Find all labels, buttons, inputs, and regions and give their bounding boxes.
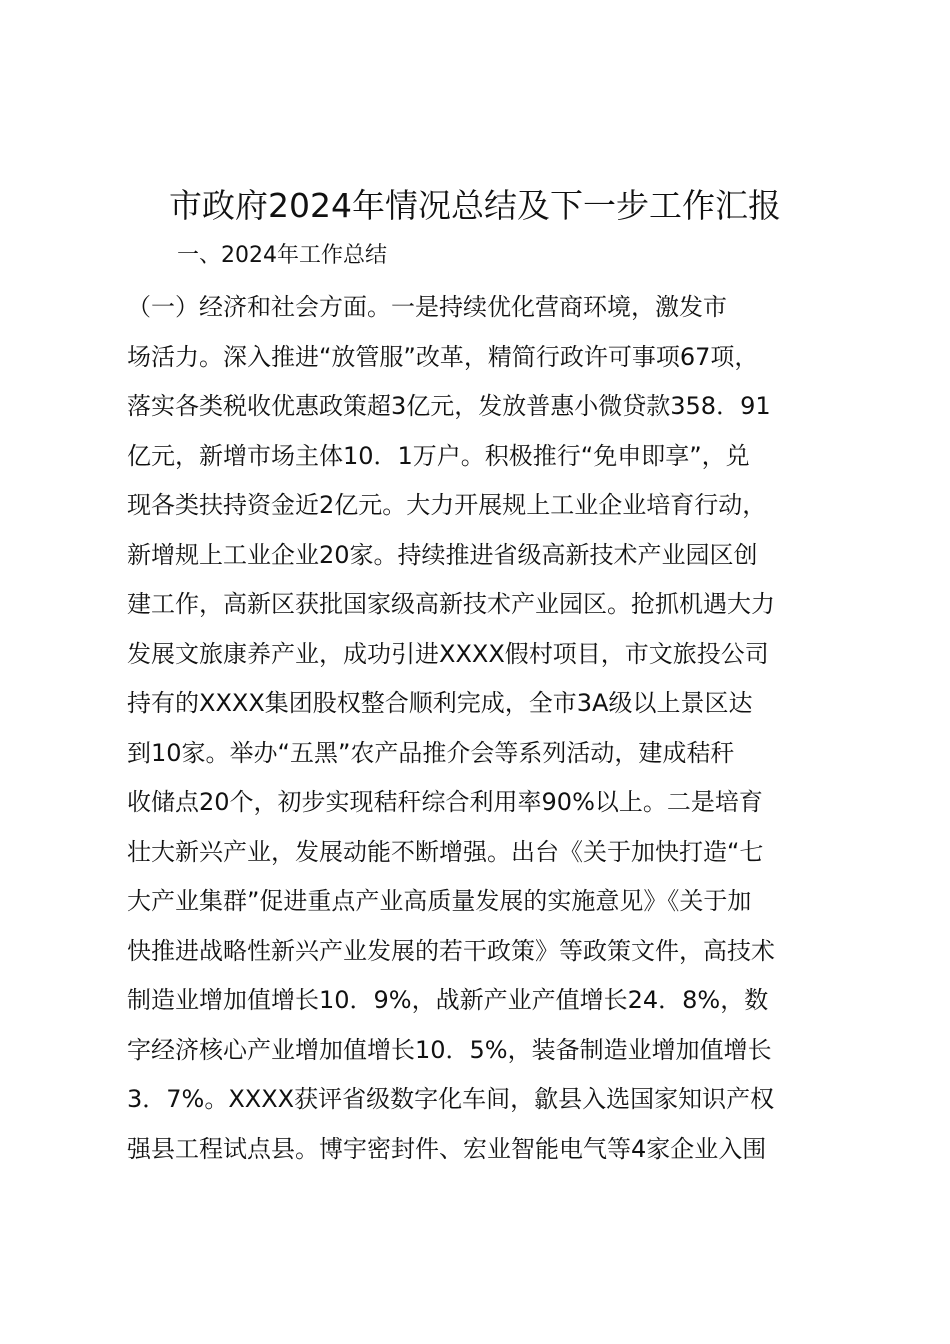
body-line: 持有的XXXX集团股权整合顺利完成，全市3A级以上景区达 (127, 689, 753, 717)
body-line: 亿元，新增市场主体10．1万户。积极推行“免申即享”，兑 (127, 441, 750, 470)
body-line: （一）经济和社会方面。一是持续优化营商环境，激发市 (127, 293, 727, 321)
body-line: 新增规上工业企业20家。持续推进省级高新技术产业园区创 (127, 540, 758, 569)
section-heading: 一、2024年工作总结 (177, 243, 387, 268)
body-line: 字经济核心产业增加值增长10．5%，装备制造业增加值增长 (127, 1035, 772, 1064)
body-line: 收储点20个，初步实现秸秆综合利用率90%以上。二是培育 (127, 788, 763, 816)
body-line: 制造业增加值增长10．9%，战新产业产值增长24．8%，数 (127, 986, 769, 1014)
body-line: 到10家。举办“五黑”农产品推介会等系列活动，建成秸秆 (127, 738, 735, 767)
document-title: 市政府2024年情况总结及下一步工作汇报 (169, 186, 781, 225)
body-line: 3．7%。XXXX获评省级数字化车间，歙县入选国家知识产权 (127, 1085, 775, 1113)
body-text (127, 283, 847, 1174)
body-line: 大产业集群”促进重点产业高质量发展的实施意见》《关于加 (127, 887, 752, 915)
body-line: 壮大新兴产业，发展动能不断增强。出台《关于加快打造“七 (127, 837, 764, 866)
body-line: 落实各类税收优惠政策超3亿元，发放普惠小微贷款358．91 (127, 392, 771, 420)
body-line: 强县工程试点县。博宇密封件、宏业智能电气等4家企业入围 (127, 1134, 767, 1163)
body-line: 快推进战略性新兴产业发展的若干政策》等政策文件，高技术 (127, 936, 775, 965)
body-line: 发展文旅康养产业，成功引进XXXX假村项目，市文旅投公司 (127, 639, 769, 668)
body-line: 现各类扶持资金近2亿元。大力开展规上工业企业培育行动， (127, 491, 767, 519)
body-line: 场活力。深入推进“放管服”改革，精简行政许可事项67项， (127, 342, 759, 371)
body-line: 建工作，高新区获批国家级高新技术产业园区。抢抓机遇大力 (127, 590, 775, 618)
